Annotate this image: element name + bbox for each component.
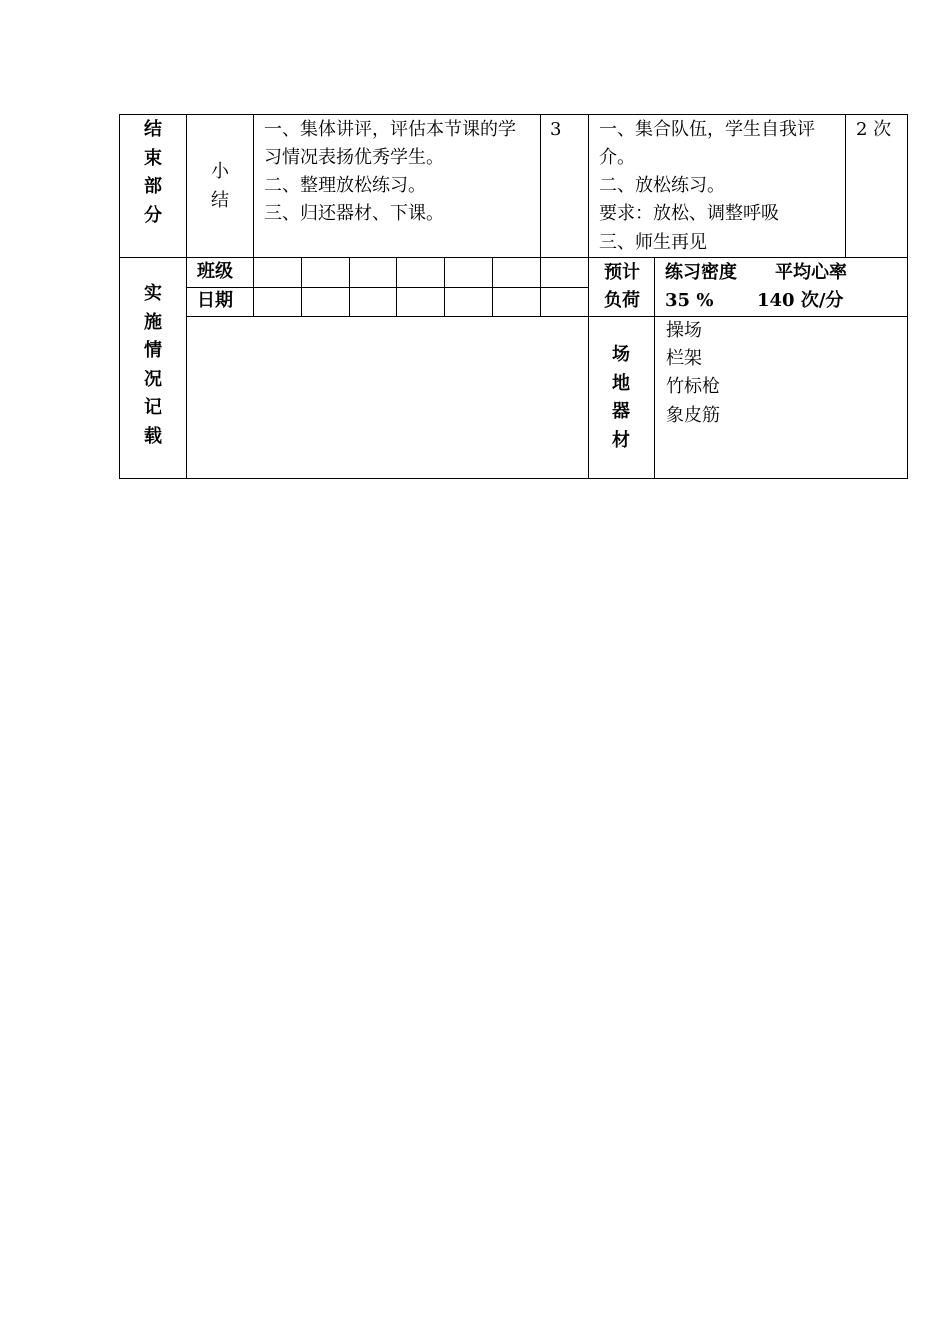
label-char: 束 (144, 147, 162, 169)
col-divider (301, 257, 302, 317)
venue-item: 象皮筋 (666, 405, 720, 426)
date-label: 日期 (197, 290, 233, 311)
label-char: 场 (612, 344, 630, 365)
content-line: 三、归还器材、下课。 (264, 203, 444, 224)
label-char: 材 (612, 429, 630, 451)
label-char: 部 (144, 176, 162, 197)
density-value: 35 % (665, 290, 714, 311)
label-char: 记 (144, 397, 162, 418)
table-border-top (119, 114, 908, 115)
label-char: 况 (144, 368, 162, 390)
col-divider (540, 114, 541, 317)
heart-rate-value: 140 次/分 (757, 290, 844, 311)
content-line: 一、集体讲评，评估本节课的学 (264, 119, 516, 140)
table-border-right (907, 114, 908, 479)
load-label-line: 预计 (604, 262, 640, 283)
col-divider (588, 114, 589, 479)
class-label: 班级 (197, 261, 233, 282)
col-divider (654, 257, 655, 479)
label-char: 地 (612, 372, 630, 394)
label-char: 结 (144, 119, 162, 140)
col-divider (396, 257, 397, 317)
content-line: 二、整理放松练习。 (264, 175, 426, 196)
label-char: 分 (144, 204, 162, 226)
col-divider (186, 114, 187, 479)
ending-part-label (138, 116, 168, 230)
load-label-line: 负荷 (604, 290, 640, 311)
col-divider (845, 114, 846, 258)
venue-label (606, 341, 636, 455)
col-divider (492, 257, 493, 317)
heart-rate-label: 平均心率 (775, 262, 847, 283)
label-char: 情 (144, 340, 162, 361)
organization-line: 要求：放松、调整呼吸 (599, 203, 779, 224)
row-divider (186, 287, 588, 288)
label-char: 载 (144, 425, 162, 447)
organization-line: 三、师生再见 (599, 232, 707, 253)
table-border-bottom (119, 478, 908, 479)
count-value: 2 次 (856, 119, 892, 140)
table-border-left (119, 114, 120, 479)
col-divider (253, 114, 254, 317)
label-char: 施 (144, 311, 162, 333)
density-label: 练习密度 (665, 262, 737, 283)
organization-line: 介。 (599, 147, 635, 168)
col-divider (349, 257, 350, 317)
venue-item: 操场 (666, 320, 702, 341)
venue-item: 竹标枪 (666, 376, 720, 397)
col-divider (444, 257, 445, 317)
label-char: 小 (211, 161, 229, 182)
organization-line: 二、放松练习。 (599, 175, 725, 196)
content-line: 习情况表扬优秀学生。 (264, 147, 444, 168)
organization-line: 一、集合队伍，学生自我评 (599, 119, 815, 140)
label-char: 实 (144, 283, 162, 304)
label-char: 结 (211, 189, 229, 211)
implementation-label (138, 280, 168, 451)
summary-label (205, 158, 235, 215)
time-value: 3 (550, 119, 562, 140)
row-divider (119, 257, 908, 258)
row-divider (186, 316, 908, 317)
venue-item: 栏架 (666, 348, 702, 369)
label-char: 器 (612, 401, 630, 422)
